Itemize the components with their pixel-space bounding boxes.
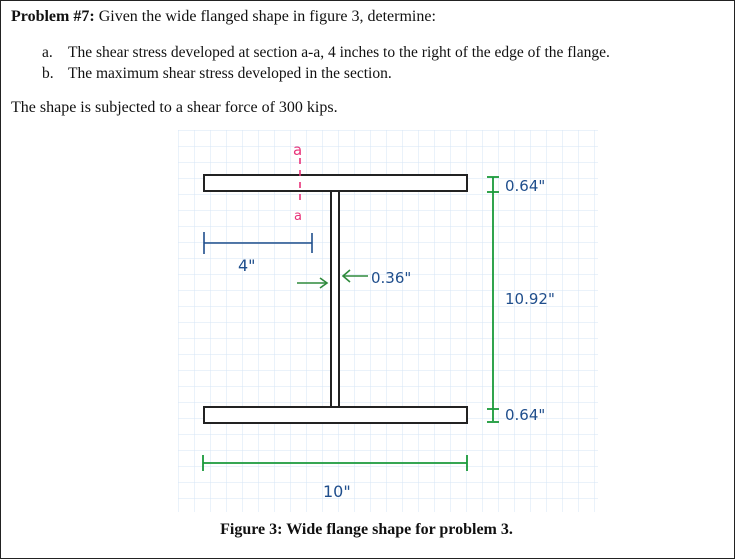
top-flange <box>204 175 467 191</box>
dim-web-label: 0.36" <box>371 269 412 287</box>
problem-number: Problem #7: <box>11 8 95 25</box>
dim-height-label: 10.92" <box>505 290 555 308</box>
problem-statement: Given the wide flanged shape in figure 3, determine: <box>94 8 436 25</box>
dim-bottom-flange-label: 0.64" <box>505 406 546 424</box>
part-a-label: a. <box>42 44 53 61</box>
web <box>331 191 339 407</box>
figure-caption: Figure 3: Wide flange shape for problem 3. <box>220 521 513 538</box>
dim-top-flange-label: 0.64" <box>505 177 546 195</box>
part-b-label: b. <box>42 65 54 82</box>
section-label-top: a <box>293 141 303 159</box>
part-a-text: The shear stress developed at section a-a, 4 inches to the right of the edge of the flange. <box>68 44 610 61</box>
given-statement: The shape is subjected to a shear force of 300 kips. <box>11 99 338 116</box>
dim-width-label: 10" <box>323 482 351 501</box>
section-label-bottom: a <box>294 209 302 224</box>
dim-offset-label: 4" <box>238 256 256 275</box>
part-b-text: The maximum shear stress developed in the section. <box>68 65 392 82</box>
bottom-flange <box>204 407 467 423</box>
